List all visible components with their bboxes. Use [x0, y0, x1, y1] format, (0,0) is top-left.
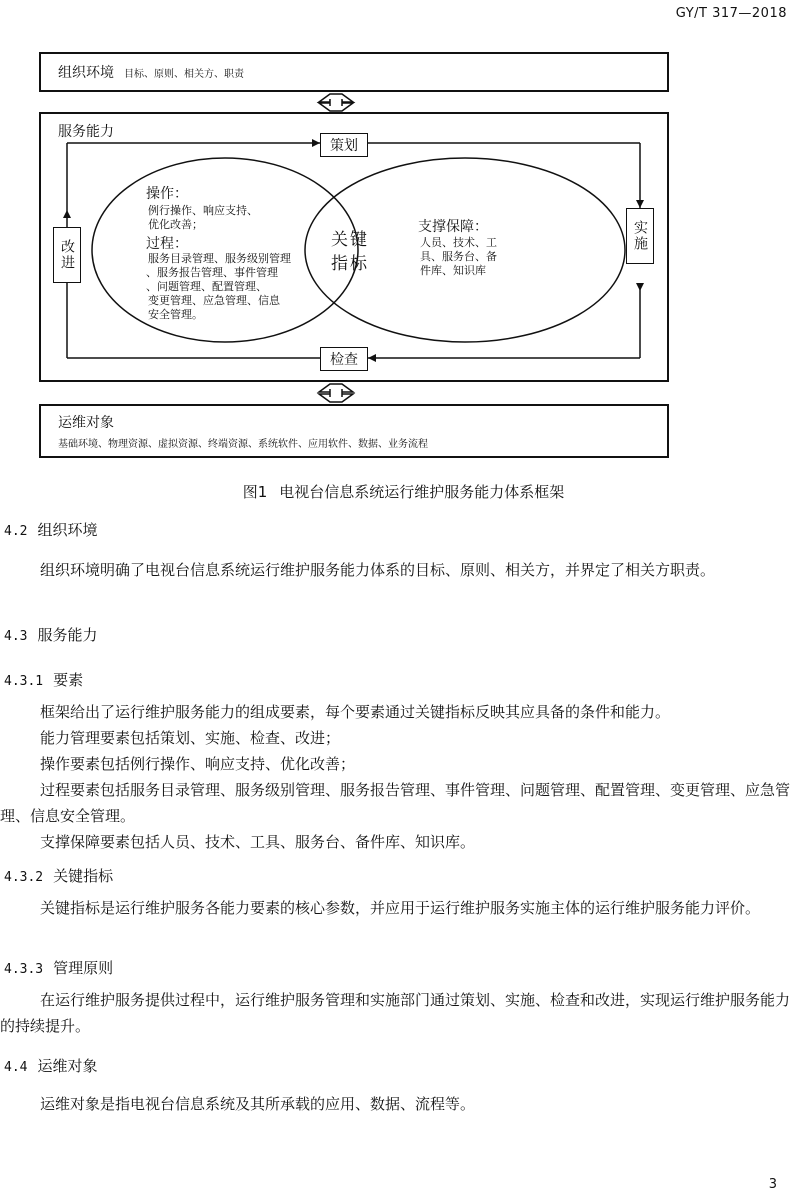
org-env-title: 组织环境	[58, 65, 114, 81]
plan-node: 策划	[320, 133, 368, 157]
double-arrow-top	[319, 94, 353, 111]
process-line-3: 、问题管理、配置管理、	[146, 280, 267, 293]
support-title: 支撑保障：	[418, 219, 488, 235]
heading-4-3-3-title: 管理原则	[53, 959, 114, 977]
para-4-3-1-e: 支撑保障要素包括人员、技术、工具、服务台、备件库、知识库。	[40, 833, 476, 851]
heading-4-2-num: 4.2	[4, 524, 28, 539]
ops-title: 操作：	[146, 186, 188, 202]
target-title: 运维对象	[58, 415, 114, 431]
heading-4-4-num: 4.4	[4, 1060, 28, 1075]
para-4-3-3: 在运行维护服务提供过程中，运行维护服务管理和实施部门通过策划、实施、检查和改进，实现运行维护服务能力的持续提升。	[0, 991, 791, 1035]
key-indicator-line-1: 关键	[331, 230, 369, 250]
heading-4-3	[4, 624, 98, 645]
heading-4-3-3	[4, 957, 113, 978]
para-4-4: 运维对象是指电视台信息系统及其所承载的应用、数据、流程等。	[40, 1095, 476, 1113]
para-4-3-1-c: 操作要素包括例行操作、响应支持、优化改善；	[40, 755, 356, 773]
para-4-3-1-b: 能力管理要素包括策划、实施、检查、改进；	[40, 729, 341, 747]
process-line-2: 、服务报告管理、事件管理	[146, 266, 278, 279]
left-ellipse	[92, 158, 358, 342]
service-capability-title: 服务能力	[58, 124, 114, 140]
para-4-3-2: 关键指标是运行维护服务各能力要素的核心参数，并应用于运行维护服务实施主体的运行维护服务能力评价。	[40, 899, 761, 917]
check-node: 检查	[320, 347, 368, 371]
support-line-2: 具、服务台、备	[420, 250, 497, 263]
page-number: 3	[768, 1177, 777, 1192]
org-env-items: 目标、原则、相关方、职责	[124, 69, 244, 80]
support-line-3: 件库、知识库	[420, 264, 486, 277]
figure-caption-number: 图1	[242, 483, 268, 501]
process-line-1: 服务目录管理、服务级别管理	[148, 252, 291, 265]
heading-4-3-1-title: 要素	[53, 671, 84, 689]
heading-4-2	[4, 519, 98, 540]
heading-4-3-2-num: 4.3.2	[4, 870, 44, 885]
improve-node: 改进	[53, 227, 81, 283]
ops-line-1: 例行操作、响应支持、	[148, 204, 258, 217]
standard-code: GY/T 317—2018	[675, 6, 787, 21]
key-indicator-line-2: 指标	[331, 254, 369, 274]
heading-4-3-3-num: 4.3.3	[4, 962, 44, 977]
process-title: 过程：	[146, 236, 188, 252]
heading-4-3-title: 服务能力	[37, 626, 98, 644]
heading-4-3-1-num: 4.3.1	[4, 674, 44, 689]
heading-4-3-1	[4, 669, 83, 690]
figure-lines	[0, 0, 807, 470]
figure-caption	[0, 481, 807, 502]
target-items: 基础环境、物理资源、虚拟资源、终端资源、系统软件、应用软件、数据、业务流程	[58, 439, 428, 450]
support-line-1: 人员、技术、工	[420, 236, 497, 249]
process-line-4: 变更管理、应急管理、信息	[148, 294, 280, 307]
heading-4-4	[4, 1055, 98, 1076]
para-4-3-1-a: 框架给出了运行维护服务能力的组成要素，每个要素通过关键指标反映其应具备的条件和能力。	[40, 703, 671, 721]
para-4-3-1-d: 过程要素包括服务目录管理、服务级别管理、服务报告管理、事件管理、问题管理、配置管理、变更管理、应急管理、信息安全管理。	[0, 781, 791, 825]
heading-4-3-num: 4.3	[4, 629, 28, 644]
implement-node: 实施	[626, 208, 654, 264]
process-line-5: 安全管理。	[148, 308, 203, 321]
figure-caption-text: 电视台信息系统运行维护服务能力体系框架	[279, 483, 565, 501]
double-arrow-bottom	[319, 384, 353, 402]
heading-4-2-title: 组织环境	[37, 521, 98, 539]
heading-4-3-2-title: 关键指标	[53, 867, 114, 885]
ops-line-2: 优化改善；	[148, 218, 203, 231]
heading-4-3-2	[4, 865, 113, 886]
heading-4-4-title: 运维对象	[37, 1057, 98, 1075]
para-4-2: 组织环境明确了电视台信息系统运行维护服务能力体系的目标、原则、相关方，并界定了相关方职责。	[40, 561, 716, 579]
